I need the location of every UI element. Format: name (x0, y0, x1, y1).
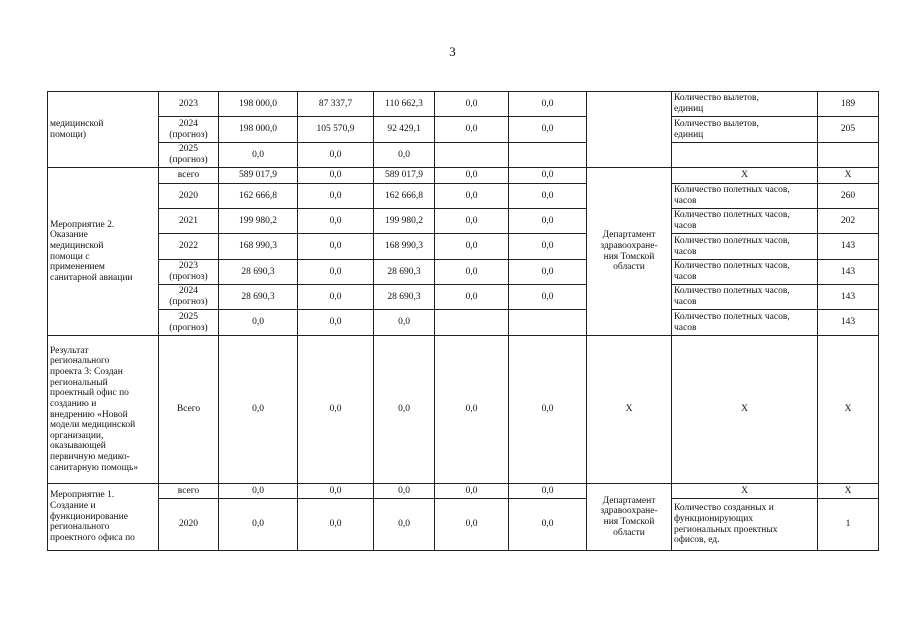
year-cell: Всего (159, 336, 219, 484)
total-cell: 28 690,3 (219, 285, 298, 310)
regional-cell: 0,0 (374, 336, 435, 484)
activity-name: Мероприятие 2. Оказание медицинской помощи с применением санитарной авиации (48, 168, 159, 336)
local-cell: 0,0 (435, 484, 509, 499)
indicator-cell: Количество полетных часов, часов (672, 184, 818, 209)
regional-cell: 589 017,9 (374, 168, 435, 184)
indicator-value: 260 (818, 184, 879, 209)
regional-cell: 28 690,3 (374, 285, 435, 310)
local-cell (435, 310, 509, 336)
indicator-value: Х (818, 336, 879, 484)
total-cell: 168 990,3 (219, 234, 298, 260)
total-cell: 28 690,3 (219, 260, 298, 285)
page-number: 3 (449, 44, 456, 59)
indicator-value: 143 (818, 260, 879, 285)
indicator-cell: Количество вылетов, единиц (672, 92, 818, 117)
local-cell: 0,0 (435, 285, 509, 310)
regional-cell: 199 980,2 (374, 209, 435, 234)
department-cell: Департамент здравоохране- ния Томской области (587, 484, 672, 551)
activity-name: медицинской помощи) (48, 92, 159, 168)
total-cell: 589 017,9 (219, 168, 298, 184)
year-cell: 2020 (159, 499, 219, 551)
total-cell: 198 000,0 (219, 117, 298, 143)
other-cell: 0,0 (509, 209, 587, 234)
regional-cell: 110 662,3 (374, 92, 435, 117)
other-cell: 0,0 (509, 168, 587, 184)
regional-cell: 168 990,3 (374, 234, 435, 260)
other-cell (509, 143, 587, 168)
regional-cell: 162 666,8 (374, 184, 435, 209)
federal-cell: 0,0 (298, 260, 374, 285)
local-cell: 0,0 (435, 117, 509, 143)
year-cell: 2025 (прогноз) (159, 310, 219, 336)
regional-cell: 92 429,1 (374, 117, 435, 143)
other-cell: 0,0 (509, 92, 587, 117)
year-cell: 2020 (159, 184, 219, 209)
indicator-cell: Количество полетных часов, часов (672, 260, 818, 285)
indicator-value: Х (818, 484, 879, 499)
indicator-cell: Количество вылетов, единиц (672, 117, 818, 143)
indicator-value: Х (818, 168, 879, 184)
federal-cell: 0,0 (298, 285, 374, 310)
federal-cell: 0,0 (298, 310, 374, 336)
local-cell: 0,0 (435, 184, 509, 209)
indicator-value: 202 (818, 209, 879, 234)
other-cell: 0,0 (509, 336, 587, 484)
federal-cell: 0,0 (298, 484, 374, 499)
table-row (48, 310, 879, 336)
regional-cell: 0,0 (374, 499, 435, 551)
indicator-value: 143 (818, 234, 879, 260)
indicator-value (818, 143, 879, 168)
indicator-cell: Х (672, 484, 818, 499)
other-cell: 0,0 (509, 260, 587, 285)
table-row (48, 484, 879, 499)
table-row (48, 92, 879, 117)
regional-cell: 28 690,3 (374, 260, 435, 285)
total-cell: 0,0 (219, 310, 298, 336)
federal-cell: 0,0 (298, 168, 374, 184)
indicator-cell: Количество полетных часов, часов (672, 234, 818, 260)
table-row (48, 168, 879, 184)
table-row (48, 117, 879, 143)
other-cell: 0,0 (509, 234, 587, 260)
table-row (48, 234, 879, 260)
other-cell: 0,0 (509, 184, 587, 209)
other-cell: 0,0 (509, 117, 587, 143)
local-cell: 0,0 (435, 336, 509, 484)
table-row (48, 499, 879, 551)
total-cell: 0,0 (219, 484, 298, 499)
table-row (48, 209, 879, 234)
indicator-value: 1 (818, 499, 879, 551)
regional-cell: 0,0 (374, 143, 435, 168)
total-cell: 0,0 (219, 499, 298, 551)
federal-cell: 87 337,7 (298, 92, 374, 117)
regional-cell: 0,0 (374, 484, 435, 499)
other-cell: 0,0 (509, 484, 587, 499)
federal-cell: 0,0 (298, 143, 374, 168)
local-cell: 0,0 (435, 209, 509, 234)
table-row (48, 285, 879, 310)
local-cell: 0,0 (435, 92, 509, 117)
year-cell: 2023 (прогноз) (159, 260, 219, 285)
regional-cell: 0,0 (374, 310, 435, 336)
department-cell: Х (587, 336, 672, 484)
indicator-cell (672, 143, 818, 168)
department-cell: Департамент здравоохране- ния Томской области (587, 168, 672, 336)
indicator-value: 143 (818, 285, 879, 310)
activity-name: Мероприятие 1. Создание и функционирование регионального проектного офиса по (48, 484, 159, 551)
local-cell: 0,0 (435, 234, 509, 260)
other-cell: 0,0 (509, 285, 587, 310)
activity-name: Результат регионального проекта 3: Создан региональный проектный офис по созданию и внедрению «Новой модели медицинской организации, оказывающей первичную медико- санитарную помощь» (48, 336, 159, 484)
federal-cell: 0,0 (298, 209, 374, 234)
total-cell: 199 980,2 (219, 209, 298, 234)
local-cell: 0,0 (435, 168, 509, 184)
indicator-value: 189 (818, 92, 879, 117)
local-cell (435, 143, 509, 168)
year-cell: всего (159, 168, 219, 184)
total-cell: 0,0 (219, 336, 298, 484)
federal-cell: 0,0 (298, 336, 374, 484)
year-cell: 2021 (159, 209, 219, 234)
other-cell (509, 310, 587, 336)
total-cell: 198 000,0 (219, 92, 298, 117)
total-cell: 0,0 (219, 143, 298, 168)
indicator-value: 205 (818, 117, 879, 143)
table-row (48, 143, 879, 168)
year-cell: 2022 (159, 234, 219, 260)
federal-cell: 0,0 (298, 184, 374, 209)
year-cell: 2024 (прогноз) (159, 285, 219, 310)
program-table (47, 91, 879, 551)
indicator-cell: Количество полетных часов, часов (672, 209, 818, 234)
table-row (48, 336, 879, 484)
year-cell: 2023 (159, 92, 219, 117)
indicator-value: 143 (818, 310, 879, 336)
local-cell: 0,0 (435, 260, 509, 285)
department-cell (587, 92, 672, 168)
table-row (48, 184, 879, 209)
indicator-cell: Количество полетных часов, часов (672, 310, 818, 336)
indicator-cell: Количество полетных часов, часов (672, 285, 818, 310)
total-cell: 162 666,8 (219, 184, 298, 209)
other-cell: 0,0 (509, 499, 587, 551)
local-cell: 0,0 (435, 499, 509, 551)
indicator-cell: Х (672, 168, 818, 184)
year-cell: всего (159, 484, 219, 499)
federal-cell: 0,0 (298, 499, 374, 551)
indicator-cell: Х (672, 336, 818, 484)
year-cell: 2024 (прогноз) (159, 117, 219, 143)
federal-cell: 105 570,9 (298, 117, 374, 143)
federal-cell: 0,0 (298, 234, 374, 260)
year-cell: 2025 (прогноз) (159, 143, 219, 168)
indicator-cell: Количество созданных и функционирующих региональных проектных офисов, ед. (672, 499, 818, 551)
table-row (48, 260, 879, 285)
